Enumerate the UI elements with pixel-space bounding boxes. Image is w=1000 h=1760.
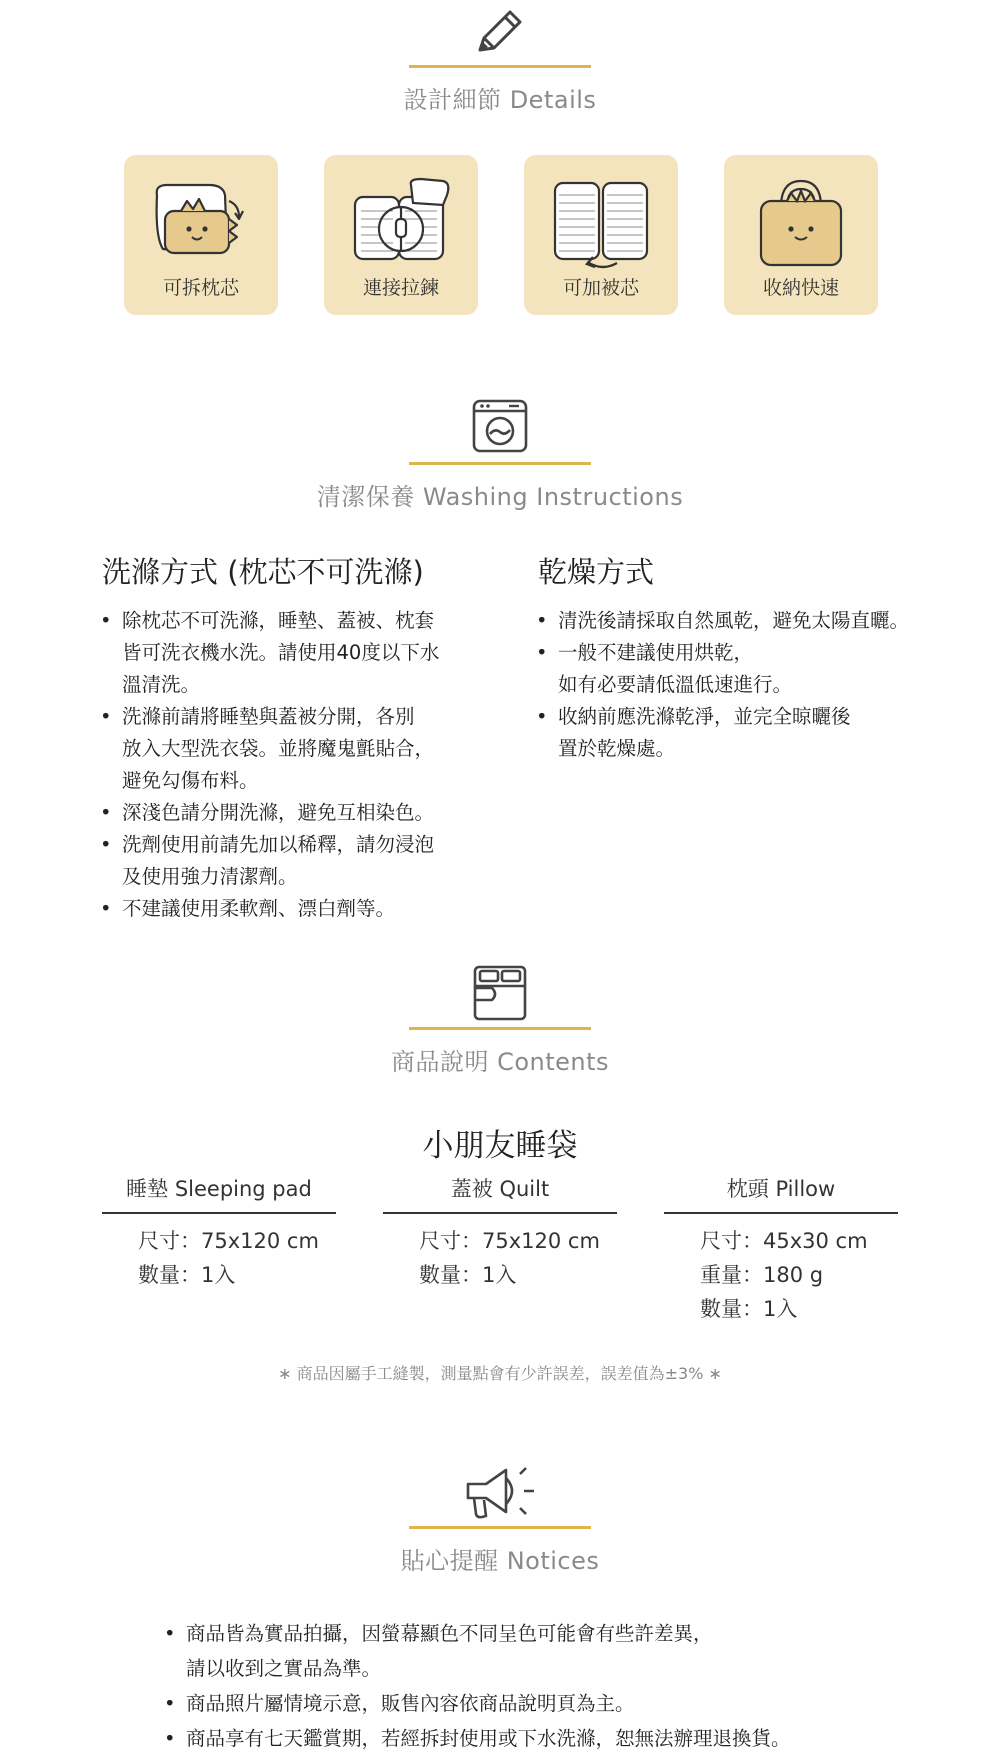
feature-card-removable-pillow <box>124 155 278 315</box>
spec-title: 睡墊 Sleeping pad <box>102 1172 336 1214</box>
contents-rule <box>409 1027 591 1030</box>
list-item: • 洗劑使用前請先加以稀釋，請勿浸泡 及使用強力清潔劑。 <box>102 829 482 893</box>
spec-row: 尺寸：75x120 cm <box>138 1229 319 1253</box>
dry-method-list <box>538 605 958 765</box>
spec-rows <box>102 1224 336 1292</box>
feature-label: 連接拉鍊 <box>362 277 439 299</box>
spec-sleeping-pad <box>102 1172 336 1292</box>
washing-rule <box>409 462 591 465</box>
spec-row: 數量：1入 <box>419 1263 517 1287</box>
feature-card-storage <box>724 155 878 315</box>
spec-row: 尺寸：45x30 cm <box>700 1229 868 1253</box>
contents-title: 商品說明 Contents <box>390 1048 610 1076</box>
notices-rule <box>409 1526 591 1529</box>
spec-row: 重量：180 g <box>700 1263 824 1287</box>
feature-card-zipper <box>324 155 478 315</box>
washing-machine-icon <box>471 398 529 454</box>
feature-cards <box>124 155 880 315</box>
details-title: 設計細節 Details <box>403 86 597 114</box>
list-item: • 商品照片屬情境示意，販售內容依商品說明頁為主。 <box>164 1686 924 1721</box>
details-header <box>0 0 1000 115</box>
bed-icon <box>472 964 528 1022</box>
megaphone-icon <box>462 1462 542 1524</box>
notices-list <box>164 1616 924 1756</box>
list-item: • 不建議使用柔軟劑、漂白劑等。 <box>102 893 482 925</box>
list-item: • 除枕芯不可洗滌，睡墊、蓋被、枕套 皆可洗衣機水洗。請使用40度以下水 溫清洗。 <box>102 605 482 701</box>
quick-storage-bag-icon <box>751 177 851 269</box>
details-rule <box>409 65 591 68</box>
wash-method-heading: 洗滌方式 (枕芯不可洗滌) <box>102 555 424 589</box>
measurement-note: ∗ 商品因屬手工縫製，測量點會有少許誤差，誤差值為±3% ∗ <box>278 1364 722 1383</box>
feature-card-quilt-insert <box>524 155 678 315</box>
washing-title: 清潔保養 Washing Instructions <box>316 483 684 511</box>
quilt-insert-icon <box>551 177 651 269</box>
spec-quilt <box>383 1172 617 1292</box>
list-item: • 洗滌前請將睡墊與蓋被分開，各別 放入大型洗衣袋。並將魔鬼氈貼合， 避免勾傷布料。 <box>102 701 482 797</box>
list-item: • 收納前應洗滌乾淨，並完全晾曬後 置於乾燥處。 <box>538 701 958 765</box>
list-item: • 商品皆為實品拍攝，因螢幕顯色不同呈色可能會有些許差異， 請以收到之實品為準。 <box>164 1616 924 1686</box>
dry-method-heading: 乾燥方式 <box>538 555 655 589</box>
spec-row: 數量：1入 <box>700 1297 798 1321</box>
contents-header <box>0 964 1000 1077</box>
spec-pillow <box>664 1172 898 1326</box>
spec-rows <box>383 1224 617 1292</box>
feature-label: 收納快速 <box>762 277 839 299</box>
wash-method-list <box>102 605 482 925</box>
list-item: • 深淺色請分開洗滌，避免互相染色。 <box>102 797 482 829</box>
pencil-icon <box>470 2 530 62</box>
washing-header <box>0 398 1000 512</box>
spec-title: 枕頭 Pillow <box>664 1172 898 1214</box>
notices-title: 貼心提醒 Notices <box>400 1547 600 1575</box>
list-item: • 商品享有七天鑑賞期，若經拆封使用或下水洗滌，恕無法辦理退換貨。 <box>164 1721 924 1756</box>
feature-label: 可加被芯 <box>562 277 639 299</box>
notices-header <box>0 1462 1000 1576</box>
dry-method-column <box>538 550 958 765</box>
spec-row: 數量：1入 <box>138 1263 236 1287</box>
removable-pillow-icon <box>151 177 251 269</box>
feature-label: 可拆枕芯 <box>162 277 239 299</box>
spec-rows <box>664 1224 898 1326</box>
product-name: 小朋友睡袋 <box>422 1128 578 1164</box>
spec-title: 蓋被 Quilt <box>383 1172 617 1214</box>
connecting-zipper-icon <box>351 177 451 269</box>
spec-row: 尺寸：75x120 cm <box>419 1229 600 1253</box>
list-item: • 清洗後請採取自然風乾，避免太陽直曬。 <box>538 605 958 637</box>
wash-method-column <box>102 550 482 925</box>
list-item: • 一般不建議使用烘乾， 如有必要請低溫低速進行。 <box>538 637 958 701</box>
